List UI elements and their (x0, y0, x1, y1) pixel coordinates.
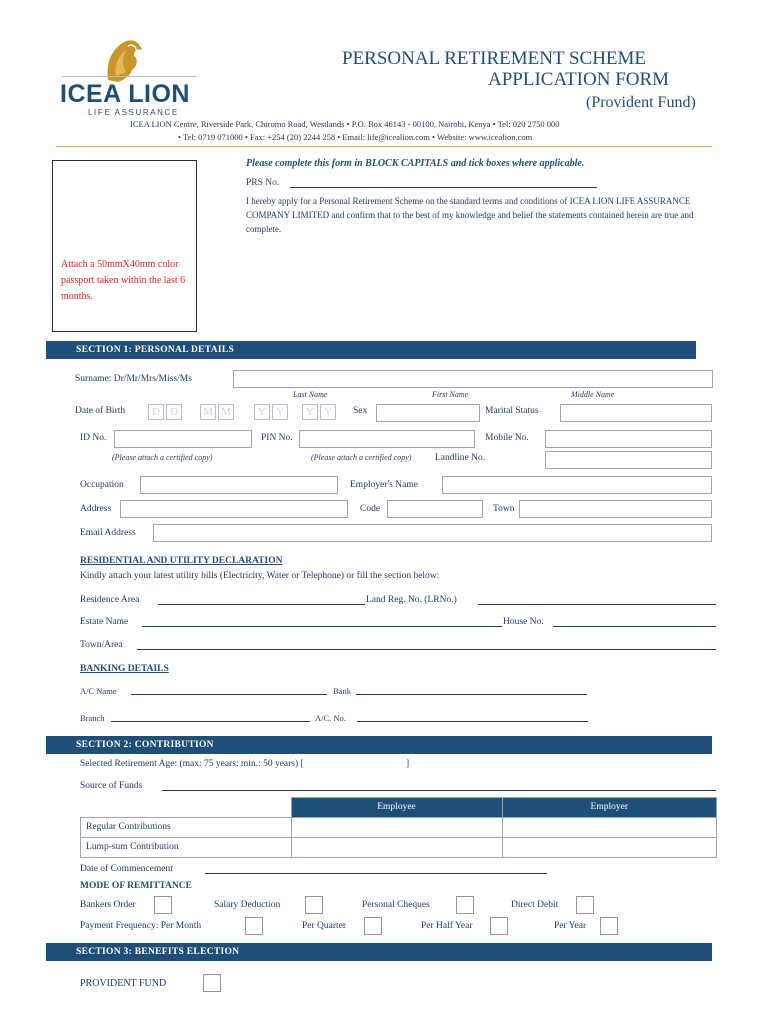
dob-label: Date of Birth (75, 406, 126, 416)
direct-debit-label: Direct Debit (511, 900, 559, 910)
payment-frequency-label: Payment Frequency: Per Month (80, 921, 202, 931)
town-area-line[interactable] (137, 649, 716, 650)
landline-label: Landline No. (435, 453, 486, 463)
regular-employer-cell[interactable] (502, 817, 717, 837)
code-label: Code (360, 504, 381, 514)
per-year-checkbox[interactable] (600, 917, 618, 935)
direct-debit-checkbox[interactable] (576, 896, 594, 914)
town-label: Town (493, 504, 515, 514)
header-divider (56, 146, 712, 147)
company-contacts: • Tel: 0719 071000 • Fax: +254 (20) 2244 258 • Email: life@icealion.com • Website: www.icealion.com (178, 132, 533, 142)
occupation-input[interactable] (140, 476, 338, 494)
personal-cheques-label: Personal Cheques (362, 900, 430, 910)
instruction-text: Please complete this form in BLOCK CAPITALS and tick boxes where applicable. (246, 158, 585, 169)
address-label: Address (80, 504, 112, 514)
house-no-label: House No. (503, 617, 544, 627)
bankers-order-checkbox[interactable] (154, 896, 172, 914)
source-of-funds-line[interactable] (162, 790, 716, 791)
per-year-label: Per Year (554, 921, 587, 931)
ac-no-label: A/C. No. (315, 713, 346, 723)
provident-fund-checkbox[interactable] (203, 974, 221, 992)
per-quarter-label: Per Quarter (302, 921, 347, 931)
per-quarter-checkbox[interactable] (364, 917, 382, 935)
surname-input[interactable] (233, 370, 713, 388)
residential-note: Kindly attach your latest utility bills (Electricity, Water or Telephone) or fill the section below: (80, 571, 440, 581)
id-input[interactable] (114, 430, 252, 448)
ac-no-line[interactable] (357, 721, 588, 722)
remittance-heading: MODE OF REMITTANCE (80, 881, 192, 891)
form-title-line1: PERSONAL RETIREMENT SCHEME (342, 48, 647, 69)
residential-heading: RESIDENTIAL AND UTILITY DECLARATION (80, 556, 283, 566)
logo-text: ICEA LION (60, 80, 190, 108)
surname-label: Surname: Dr/Mr/Mrs/Miss/Ms (75, 374, 192, 384)
landline-input[interactable] (545, 451, 712, 469)
email-label: Email Address (80, 528, 136, 538)
retirement-age-input[interactable] (362, 758, 404, 770)
dob-month-1[interactable]: M (200, 404, 216, 420)
land-reg-line[interactable] (478, 604, 716, 605)
pin-label: PIN No. (261, 433, 293, 443)
salary-deduction-label: Salary Deduction (214, 900, 281, 910)
occupation-label: Occupation (80, 480, 124, 490)
banking-heading: BANKING DETAILS (80, 664, 169, 674)
declaration-text: I hereby apply for a Personal Retirement Scheme on the standard terms and conditions of ICEA LION LIFE ASSURANCE COMPANY LIMITED and confirm that to the best of my knowledge and belief the statements contained herein are true and complete. (246, 196, 694, 234)
company-logo (60, 36, 200, 120)
passport-photo-box[interactable] (52, 160, 197, 332)
form-title-line2: APPLICATION FORM (488, 69, 670, 90)
house-no-line[interactable] (553, 626, 716, 627)
marital-status-label: Marital Status (485, 406, 539, 416)
column-header-employee: Employee (291, 798, 502, 818)
photo-instruction: Attach a 50mmX40mm color passport taken within the last 6 months. (61, 259, 186, 302)
branch-label: Branch (80, 713, 105, 723)
table-row (81, 837, 717, 857)
lump-employer-cell[interactable] (502, 837, 717, 857)
form-subtitle: (Provident Fund) (586, 94, 696, 111)
per-month-checkbox[interactable] (245, 917, 263, 935)
dob-day-1[interactable]: D (148, 404, 164, 420)
prs-label: PRS No. (246, 178, 280, 188)
logo-subtext: LIFE ASSURANCE (88, 108, 179, 117)
email-input[interactable] (153, 524, 712, 542)
dob-month-2[interactable]: M (218, 404, 234, 420)
dob-year-4[interactable]: Y (320, 404, 336, 420)
section3-header: SECTION 3: BENEFITS ELECTION (46, 943, 712, 961)
table-row (81, 817, 717, 837)
code-input[interactable] (387, 500, 483, 518)
logo-divider (62, 76, 196, 77)
column-header-employer: Employer (502, 798, 717, 818)
residence-area-label: Residence Area (80, 595, 140, 605)
town-input[interactable] (519, 500, 712, 518)
bankers-order-label: Bankers Order (80, 900, 136, 910)
employer-name-label: Employer's Name (350, 480, 418, 490)
section1-header: SECTION 1: PERSONAL DETAILS (46, 341, 696, 359)
town-area-label: Town/Area (80, 640, 123, 650)
first-name-caption: First Name (432, 390, 469, 399)
dob-day-2[interactable]: D (166, 404, 182, 420)
commencement-label: Date of Commencement (80, 864, 173, 874)
pin-certified-note: (Please attach a certified copy) (311, 453, 412, 462)
contribution-table (80, 797, 717, 858)
land-reg-label: Land Reg. No. (LRNo.) (366, 595, 457, 605)
prs-input-line[interactable] (290, 187, 597, 188)
id-certified-note: (Please attach a certified copy) (112, 453, 213, 462)
section2-header: SECTION 2: CONTRIBUTION (46, 736, 712, 754)
mobile-input[interactable] (545, 430, 712, 448)
provident-fund-label: PROVIDENT FUND (80, 978, 167, 989)
marital-status-input[interactable] (560, 404, 712, 422)
per-half-year-checkbox[interactable] (490, 917, 508, 935)
estate-name-line[interactable] (142, 626, 502, 627)
personal-cheques-checkbox[interactable] (456, 896, 474, 914)
dob-year-3[interactable]: Y (302, 404, 318, 420)
retirement-age-close: ] (406, 759, 410, 769)
salary-deduction-checkbox[interactable] (305, 896, 323, 914)
ac-name-label: A/C Name (80, 686, 117, 696)
branch-line[interactable] (111, 721, 310, 722)
retirement-age-label: Selected Retirement Age: (max: 75 years; min.: 50 years) [ (80, 759, 304, 769)
lump-employee-cell[interactable] (291, 837, 502, 857)
sex-label: Sex (353, 406, 368, 416)
estate-name-label: Estate Name (80, 617, 129, 627)
regular-employee-cell[interactable] (291, 817, 502, 837)
per-half-year-label: Per Half Year (421, 921, 473, 931)
row-label-lump-sum: Lump-sum Contribution (81, 837, 292, 857)
dob-year-1[interactable]: Y (254, 404, 270, 420)
commencement-line[interactable] (205, 873, 547, 874)
company-address: ICEA LION Centre, Riverside Park, Chiromo Road, Westlands • P.O. Box 46143 - 00100, Nairobi, Kenya • Tel: 020 2750 000 (130, 119, 560, 129)
bank-line[interactable] (356, 694, 587, 695)
id-label: ID No. (80, 433, 107, 443)
mobile-label: Mobile No. (485, 433, 529, 443)
last-name-caption: Last Name (293, 390, 328, 399)
dob-year-2[interactable]: Y (272, 404, 288, 420)
sex-input[interactable] (376, 404, 480, 422)
employer-name-input[interactable] (442, 476, 712, 494)
pin-input[interactable] (299, 430, 475, 448)
source-of-funds-label: Source of Funds (80, 781, 143, 791)
bank-label: Bank (333, 686, 351, 696)
middle-name-caption: Middle Name (571, 390, 615, 399)
row-label-regular: Regular Contributions (81, 817, 292, 837)
ac-name-line[interactable] (131, 694, 327, 695)
residence-area-line[interactable] (158, 604, 365, 605)
address-input[interactable] (120, 500, 348, 518)
